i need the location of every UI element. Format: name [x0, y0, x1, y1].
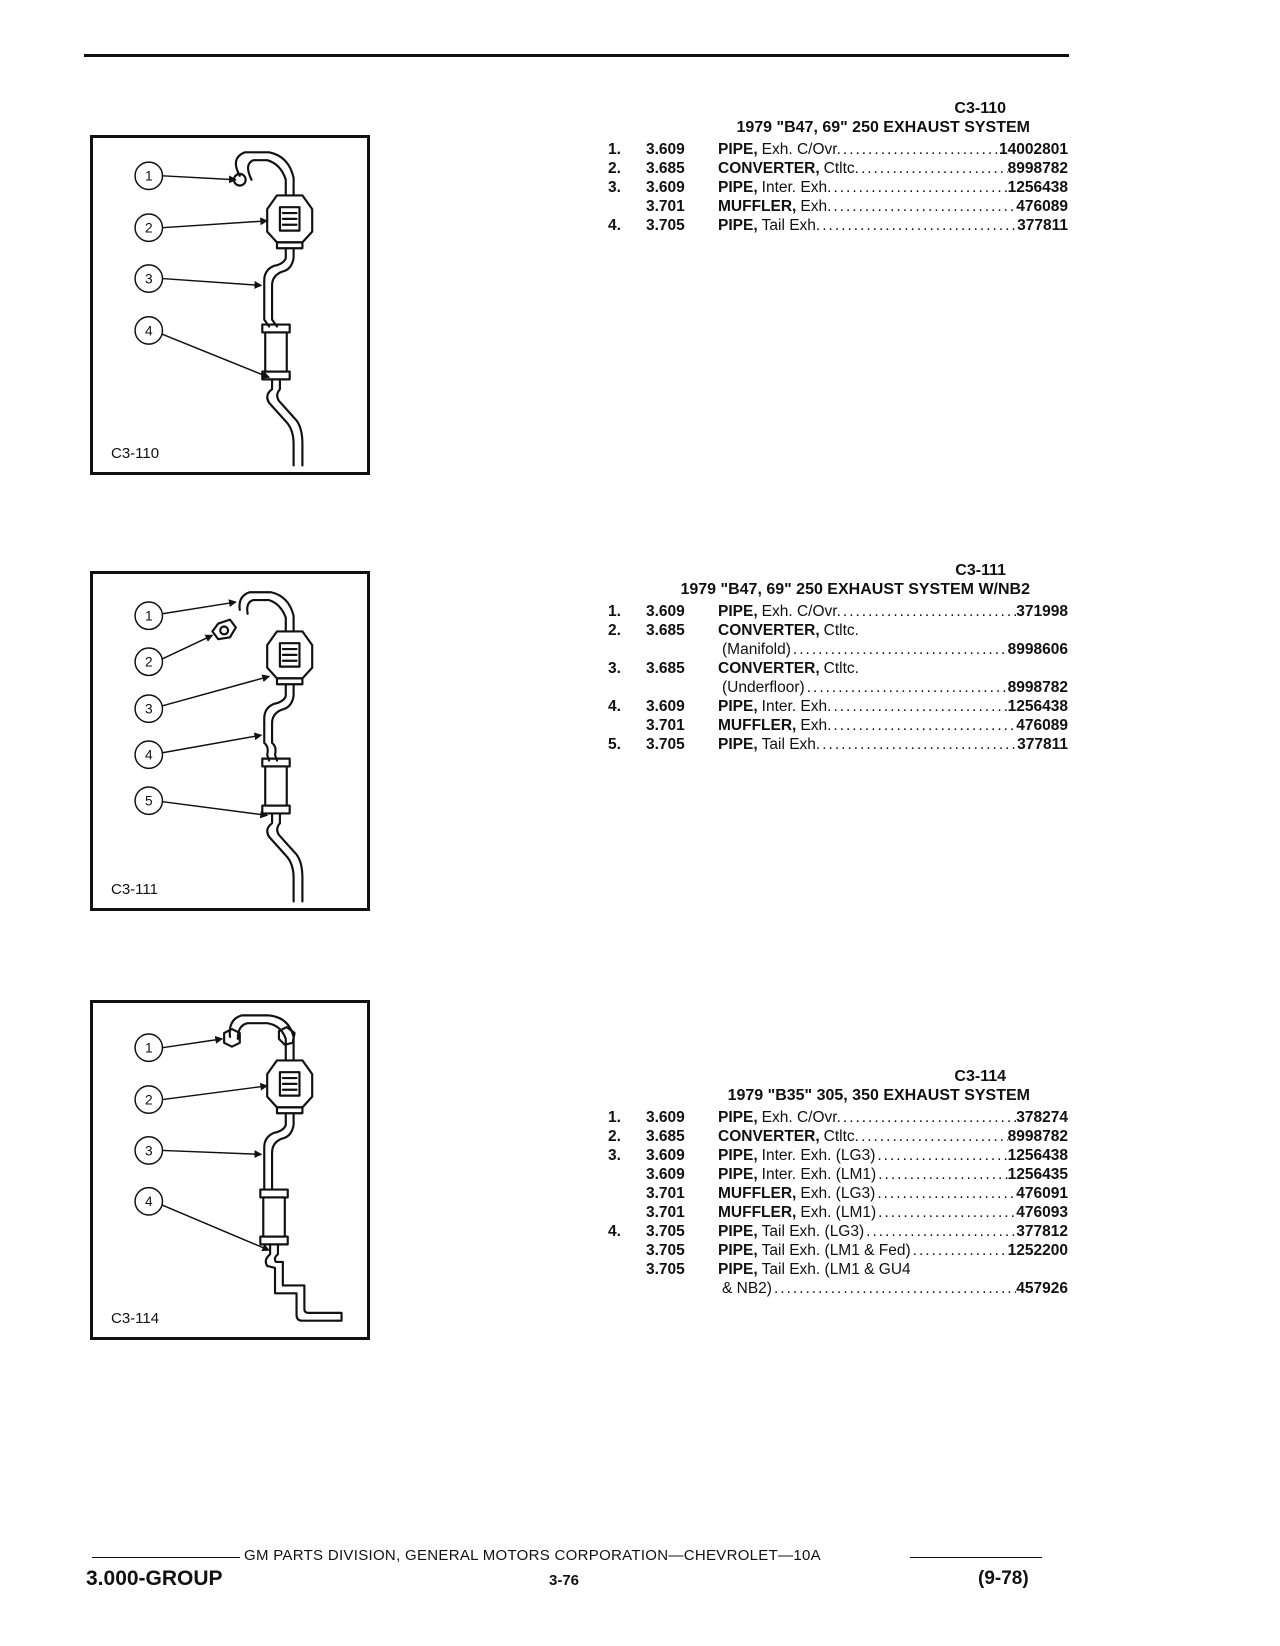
item-number — [608, 1260, 646, 1279]
part-qualifier: Ctltc. — [823, 622, 859, 639]
leader-dots — [859, 1127, 1008, 1146]
part-number: 371998 — [1016, 603, 1068, 620]
part-qualifier: & NB2) — [722, 1280, 772, 1297]
group-number: 3.609 — [646, 1147, 685, 1164]
leader-dots — [831, 197, 1016, 216]
part-name: PIPE, — [718, 736, 758, 753]
part-number: 476091 — [1016, 1185, 1068, 1202]
leader-dots — [859, 159, 1008, 178]
part-name: PIPE, — [718, 179, 758, 196]
part-name: PIPE, — [718, 1147, 758, 1164]
leader-dots — [911, 1241, 1008, 1260]
part-number: 476089 — [1016, 717, 1068, 734]
part-number: 378274 — [1016, 1109, 1068, 1126]
part-row — [608, 659, 1068, 678]
section-c3-114 — [608, 1068, 1068, 1298]
group-number — [646, 1279, 718, 1298]
part-row — [608, 678, 1068, 697]
leader-dots — [791, 640, 1008, 659]
part-number: 8998782 — [1007, 679, 1068, 696]
callout-4: 4 — [144, 323, 153, 339]
footer-group: 3.000-GROUP — [86, 1567, 223, 1590]
leader-dots — [820, 216, 1017, 235]
part-row — [608, 1222, 1068, 1241]
item-number — [608, 1165, 646, 1184]
leader-dots — [841, 140, 999, 159]
part-name: MUFFLER, — [718, 717, 797, 734]
exhaust-diagram-c3-110 — [93, 138, 367, 472]
item-number — [608, 678, 646, 697]
part-row — [608, 1241, 1068, 1260]
part-name: CONVERTER, — [718, 160, 820, 177]
part-number: 377811 — [1017, 736, 1068, 753]
part-name: PIPE, — [718, 217, 758, 234]
part-name: CONVERTER, — [718, 1128, 820, 1145]
part-number: 8998782 — [1007, 1128, 1068, 1145]
section-title: 1979 "B47, 69" 250 EXHAUST SYSTEM — [736, 119, 1030, 136]
group-number: 3.685 — [646, 1128, 685, 1145]
figure-c3-111 — [90, 571, 370, 911]
callout-1: 1 — [144, 608, 153, 624]
part-name: CONVERTER, — [718, 660, 820, 677]
exhaust-diagram-c3-111 — [93, 574, 367, 908]
part-qualifier: Exh. C/Ovr. — [761, 141, 841, 158]
callout-1: 1 — [144, 168, 153, 184]
item-number: 1. — [608, 141, 621, 158]
part-row — [608, 197, 1068, 216]
part-qualifier: (Underfloor) — [722, 679, 805, 696]
figure-label: C3-110 — [111, 445, 160, 462]
part-row — [608, 159, 1068, 178]
group-number: 3.705 — [646, 217, 685, 234]
part-row — [608, 216, 1068, 235]
part-qualifier: Tail Exh. — [761, 217, 821, 234]
part-row — [608, 1184, 1068, 1203]
item-number: 4. — [608, 698, 621, 715]
part-name: PIPE, — [718, 141, 758, 158]
part-row — [608, 1203, 1068, 1222]
part-row — [608, 697, 1068, 716]
part-name: PIPE, — [718, 1166, 758, 1183]
part-number: 8998606 — [1007, 641, 1068, 658]
group-number: 3.705 — [646, 1223, 685, 1240]
footer-publisher: GM PARTS DIVISION, GENERAL MOTORS CORPORATION—CHEVROLET—10A — [244, 1547, 821, 1564]
part-row — [608, 602, 1068, 621]
part-row — [608, 716, 1068, 735]
part-row — [608, 621, 1068, 640]
leader-dots — [820, 735, 1017, 754]
leader-dots — [875, 1146, 1007, 1165]
leader-dots — [841, 602, 1016, 621]
callout-4: 4 — [144, 747, 153, 763]
item-number: 1. — [608, 603, 621, 620]
part-qualifier: Exh. (LG3) — [800, 1185, 876, 1202]
part-qualifier: Ctltc. — [823, 160, 859, 177]
callout-3: 3 — [144, 271, 153, 287]
part-number: 1256435 — [1007, 1166, 1068, 1183]
group-number: 3.685 — [646, 160, 685, 177]
part-qualifier: Tail Exh. (LG3) — [761, 1223, 865, 1240]
part-number: 476093 — [1016, 1204, 1068, 1221]
group-number: 3.701 — [646, 1185, 685, 1202]
group-number: 3.609 — [646, 603, 685, 620]
part-qualifier: Exh. — [800, 198, 832, 215]
part-row — [608, 140, 1068, 159]
leader-dots — [841, 1108, 1016, 1127]
exhaust-diagram-c3-114 — [93, 1003, 367, 1337]
top-rule — [84, 54, 1069, 57]
part-name: PIPE, — [718, 603, 758, 620]
figure-label: C3-111 — [111, 881, 158, 898]
leader-dots — [772, 1279, 1016, 1298]
part-number: 377812 — [1016, 1223, 1068, 1240]
part-row — [608, 178, 1068, 197]
group-number: 3.705 — [646, 1242, 685, 1259]
page-number: 3-76 — [549, 1572, 580, 1589]
section-code: C3-110 — [954, 100, 1006, 117]
part-qualifier: Exh. — [800, 717, 832, 734]
item-number — [608, 716, 646, 735]
part-qualifier: (Manifold) — [722, 641, 791, 658]
item-number — [608, 1184, 646, 1203]
group-number — [646, 640, 718, 659]
section-code: C3-111 — [955, 562, 1006, 579]
leader-dots — [831, 178, 1007, 197]
group-number: 3.609 — [646, 1109, 685, 1126]
group-number: 3.609 — [646, 698, 685, 715]
group-number: 3.609 — [646, 1166, 685, 1183]
part-number: 1256438 — [1007, 179, 1068, 196]
callout-4: 4 — [144, 1194, 153, 1210]
item-number: 2. — [608, 1128, 621, 1145]
callout-3: 3 — [144, 701, 153, 717]
leader-dots — [864, 1222, 1016, 1241]
leader-dots — [831, 697, 1007, 716]
part-name: CONVERTER, — [718, 622, 820, 639]
leader-dots — [805, 678, 1008, 697]
group-number: 3.701 — [646, 717, 685, 734]
group-number: 3.701 — [646, 1204, 685, 1221]
item-number: 3. — [608, 1147, 621, 1164]
callout-2: 2 — [144, 1092, 153, 1108]
part-qualifier: Ctltc. — [823, 1128, 859, 1145]
part-name: MUFFLER, — [718, 198, 797, 215]
section-c3-110 — [608, 100, 1068, 235]
part-row — [608, 1165, 1068, 1184]
part-number: 377811 — [1017, 217, 1068, 234]
group-number: 3.701 — [646, 198, 685, 215]
part-qualifier: Tail Exh. (LM1 & Fed) — [761, 1242, 911, 1259]
leader-dots — [875, 1184, 1016, 1203]
part-name: MUFFLER, — [718, 1185, 797, 1202]
group-number — [646, 678, 718, 697]
part-row — [608, 1108, 1068, 1127]
callouts-c3-111 — [135, 602, 269, 815]
section-code: C3-114 — [954, 1068, 1006, 1085]
part-number: 457926 — [1016, 1280, 1068, 1297]
part-row — [608, 735, 1068, 754]
callout-3: 3 — [144, 1143, 153, 1159]
callout-5: 5 — [144, 793, 153, 809]
part-qualifier: Inter. Exh. (LM1) — [761, 1166, 877, 1183]
item-number — [608, 1203, 646, 1222]
group-number: 3.705 — [646, 1261, 685, 1278]
item-number: 4. — [608, 1223, 621, 1240]
figure-c3-110 — [90, 135, 370, 475]
group-number: 3.705 — [646, 736, 685, 753]
callout-2: 2 — [144, 654, 153, 670]
figure-label: C3-114 — [111, 1310, 160, 1327]
part-qualifier: Exh. C/Ovr. — [761, 603, 841, 620]
parts-list — [608, 602, 1068, 754]
part-number: 476089 — [1016, 198, 1068, 215]
item-number — [608, 1279, 646, 1298]
item-number: 2. — [608, 622, 621, 639]
revision-date: (9-78) — [978, 1568, 1029, 1589]
part-row — [608, 1146, 1068, 1165]
item-number: 2. — [608, 160, 621, 177]
item-number — [608, 640, 646, 659]
part-qualifier: Exh. (LM1) — [800, 1204, 877, 1221]
part-qualifier: Inter. Exh. — [761, 698, 832, 715]
part-number: 14002801 — [999, 141, 1068, 158]
part-row — [608, 1260, 1068, 1279]
callouts-c3-114 — [135, 1034, 269, 1250]
leader-dots — [876, 1165, 1007, 1184]
leader-dots — [876, 1203, 1016, 1222]
group-number: 3.609 — [646, 141, 685, 158]
part-qualifier: Tail Exh. — [761, 736, 821, 753]
item-number: 4. — [608, 217, 621, 234]
parts-list — [608, 140, 1068, 235]
part-qualifier: Ctltc. — [823, 660, 859, 677]
section-title: 1979 "B35" 305, 350 EXHAUST SYSTEM — [727, 1087, 1030, 1104]
section-c3-111 — [608, 562, 1068, 754]
figure-c3-114 — [90, 1000, 370, 1340]
part-number: 1256438 — [1007, 698, 1068, 715]
part-name: PIPE, — [718, 1261, 758, 1278]
parts-list — [608, 1108, 1068, 1298]
part-name: PIPE, — [718, 698, 758, 715]
part-name: PIPE, — [718, 1242, 758, 1259]
item-number: 3. — [608, 660, 621, 677]
part-qualifier: Inter. Exh. — [761, 179, 832, 196]
part-name: PIPE, — [718, 1223, 758, 1240]
part-qualifier: Tail Exh. (LM1 & GU4 — [761, 1261, 911, 1278]
part-name: MUFFLER, — [718, 1204, 797, 1221]
group-number: 3.685 — [646, 660, 685, 677]
section-title: 1979 "B47, 69" 250 EXHAUST SYSTEM W/NB2 — [680, 581, 1030, 598]
part-name: PIPE, — [718, 1109, 758, 1126]
part-number: 8998782 — [1007, 160, 1068, 177]
part-number: 1256438 — [1007, 1147, 1068, 1164]
part-row — [608, 640, 1068, 659]
item-number: 3. — [608, 179, 621, 196]
group-number: 3.685 — [646, 622, 685, 639]
part-row — [608, 1127, 1068, 1146]
item-number — [608, 1241, 646, 1260]
callouts-c3-110 — [135, 162, 269, 377]
callout-2: 2 — [144, 220, 153, 236]
footer-rule-left — [92, 1557, 240, 1558]
part-number: 1252200 — [1007, 1242, 1068, 1259]
part-qualifier: Exh. C/Ovr. — [761, 1109, 841, 1126]
part-qualifier: Inter. Exh. (LG3) — [761, 1147, 876, 1164]
group-number: 3.609 — [646, 179, 685, 196]
item-number: 5. — [608, 736, 621, 753]
item-number: 1. — [608, 1109, 621, 1126]
leader-dots — [831, 716, 1016, 735]
part-row — [608, 1279, 1068, 1298]
footer-rule-right — [910, 1557, 1042, 1558]
item-number — [608, 197, 646, 216]
callout-1: 1 — [144, 1040, 153, 1056]
